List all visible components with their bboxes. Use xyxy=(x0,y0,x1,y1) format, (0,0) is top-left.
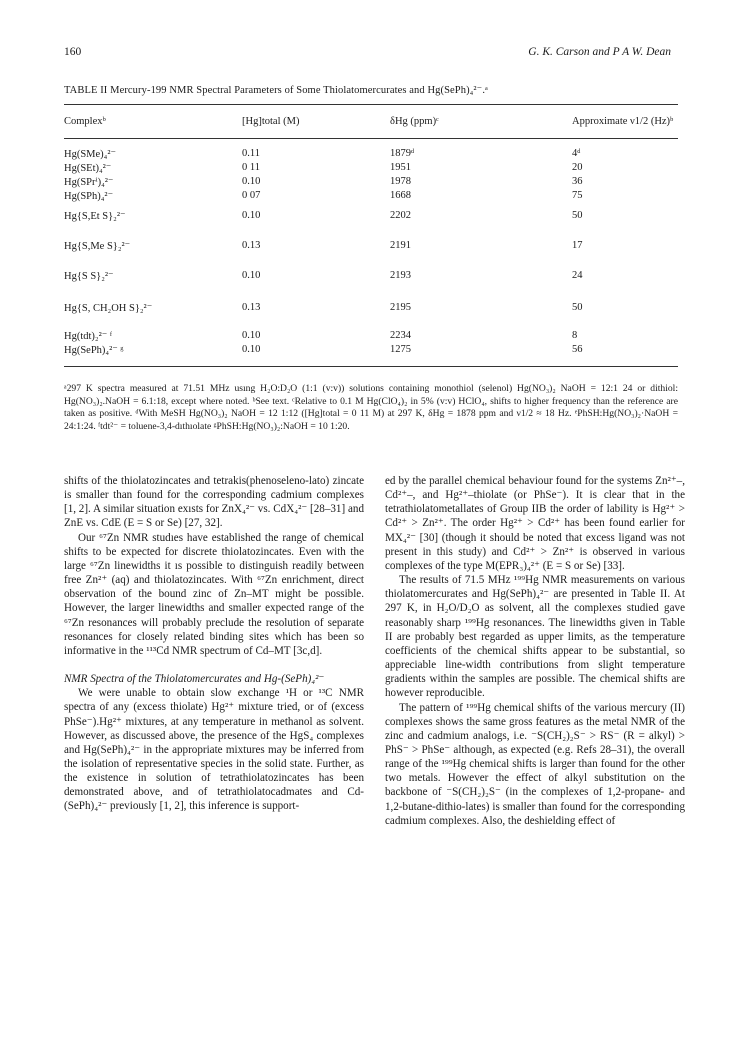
paragraph: The pattern of ¹⁹⁹Hg chemical shifts of the various mercury (II) complexes shows the same gross features as the metal NMR of the zinc and cadmium analogs, i.e. ⁻S(CH₂)₂S⁻ > RS⁻ (R = alkyl) > PhS⁻ > PhSe⁻ although, as expected (e.g. Refs 28–31), the overall range of the ¹⁹⁹Hg chemical shifts is larger than found for the other two metals. However the effect of alkyl substitution on the backbone of ⁻S(CH₂)₂S⁻ (in the complexes of 1,2-propane- and 1,2-butane-dithio-lates) is smaller than found for the corresponding cadmium complexes. Also, the deshielding effect of xyxy=(385,701,685,827)
col-header-complex: Complexᵇ xyxy=(64,116,106,127)
cell-concentration: 0 07 xyxy=(242,190,261,201)
cell-concentration: 0.10 xyxy=(242,176,261,187)
cell-complex: Hg(SePh)₄²⁻ ᵍ xyxy=(64,345,124,356)
page-number: 160 xyxy=(64,46,82,58)
cell-concentration: 0.11 xyxy=(242,148,260,159)
cell-linewidth: 17 xyxy=(572,240,583,251)
table-bottom-rule xyxy=(64,366,678,367)
running-authors: G. K. Carson and P A W. Dean xyxy=(528,46,671,58)
cell-complex: Hg{S S}₂²⁻ xyxy=(64,271,114,282)
cell-concentration: 0.10 xyxy=(242,270,261,281)
cell-shift: 1978 xyxy=(390,176,411,187)
table-caption: TABLE II Mercury-199 NMR Spectral Parameters of Some Thiolatomercurates and Hg(SePh)₄²⁻.ᵃ xyxy=(64,85,489,96)
cell-shift: 2191 xyxy=(390,240,411,251)
cell-complex: Hg{S,Et S}₂²⁻ xyxy=(64,211,126,222)
cell-complex: Hg(SPh)₄²⁻ xyxy=(64,191,114,202)
left-text-column xyxy=(64,474,364,814)
cell-linewidth: 50 xyxy=(572,210,583,221)
cell-shift: 1275 xyxy=(390,344,411,355)
right-text-column xyxy=(385,474,685,828)
cell-linewidth: 4ᵈ xyxy=(572,148,581,159)
table-header-rule xyxy=(64,138,678,139)
paragraph: ed by the parallel chemical behaviour found for the systems Zn²⁺–, Cd²⁺–, and Hg²⁺–thiolate (or PhSe⁻). It is clear that in the tetrathiolatometallates of Group IIB the order of lability is Hg²⁺ > Cd²⁺ > Zn²⁺. The order Hg²⁺ > Cd²⁺ has been found earlier for MX₄²⁻ [30] (though it should be noted that excess ligand was not present in this study) and Cd²⁺ > Zn²⁺ is observed in various complexes of the type M(EPR₃)₄²⁺ (E = S or Se) [33]. xyxy=(385,475,685,572)
cell-shift: 2202 xyxy=(390,210,411,221)
cell-linewidth: 8 xyxy=(572,330,578,341)
cell-complex: Hg(tdt)₂²⁻ ᶠ xyxy=(64,331,113,342)
cell-shift: 2193 xyxy=(390,270,411,281)
col-header-linewidth: Approximate ν1/2 (Hz)ᵇ xyxy=(572,116,674,127)
cell-concentration: 0.10 xyxy=(242,344,261,355)
cell-concentration: 0.13 xyxy=(242,240,261,251)
table-top-rule xyxy=(64,104,678,105)
paragraph: The results of 71.5 MHz ¹⁹⁹Hg NMR measurements on various thiolatomercurates and Hg(SePh)₄²⁻ are presented in Table II. At 297 K, in H₂O/D₂O as solvent, all the complexes studied gave reasonably sharp ¹⁹⁹Hg resonances. The linewidths given in Table II are probably best regarded as upper limits, as the temperature coefficients of the chemical shifts appear to be substantial, so appreciable line-width contributions from slight temperature gradients within the samples are possible. The chemical shifts are however reproducible. xyxy=(385,574,685,700)
paragraph: shifts of the thiolatozincates and tetrakis(phenoseleno-lato) zincate is smaller than found for the corresponding cadmium complexes [1, 2]. A similar situation exısts for ZnX₄²⁻ vs. CdX₄²⁻ [28–31] and ZnE vs. CdE (E = S or Se) [27, 32]. xyxy=(64,475,364,530)
cell-complex: Hg{S,Me S}₂²⁻ xyxy=(64,241,131,252)
paragraph: Our ⁶⁷Zn NMR studıes have established the range of chemical shifts to be expected for discrete thiolatozincates. Even with the large ⁶⁷Zn linewidths it ıs possible to distinguish readily between free Zn²⁺ (aq) and thiolatozincates. With ⁶⁷Zn enrichment, direct observation of the bound zinc of Zn–MT might be possible. However, the larger linewidths and smaller expected range of the ⁶⁷Zn resonances will probably preclude the resolution of separate resonances for closely related binding sites which has been so informative in the ¹¹³Cd NMR spectrum of Cd–MT [3c,d]. xyxy=(64,531,364,657)
cell-concentration: 0.13 xyxy=(242,302,261,313)
cell-complex: Hg(SMe)₄²⁻ xyxy=(64,149,117,160)
cell-linewidth: 20 xyxy=(572,162,583,173)
cell-linewidth: 50 xyxy=(572,302,583,313)
cell-linewidth: 24 xyxy=(572,270,583,281)
cell-shift: 1879ᵈ xyxy=(390,148,415,159)
cell-concentration: 0.10 xyxy=(242,330,261,341)
cell-shift: 1951 xyxy=(390,162,411,173)
section-heading: NMR Spectra of the Thiolatomercurates and Hg-(SePh)₄²⁻ xyxy=(64,673,325,686)
col-header-concentration: [Hg]total (M) xyxy=(242,116,300,127)
table-footnotes: ᵃ297 K spectra measured at 71.51 MHz usıng H₂O:D₂O (1:1 (v:v)) solutions containing monothiol (selenol) Hg(NO₃)₂ NaOH = 12:1 24 or dithiol: Hg(NO₃)₂.NaOH = 6.1:18, except where noted. ᵇSee text. ᶜRelative to 0.1 M Hg(ClO₄)₂ in 5% (v:v) HClO₄, shifts to higher frequency than the reference are taken as positive. ᵈWith MeSH Hg(NO₃)₂ NaOH = 12 1:12 ([Hg]total = 0 11 M) at 297 K, δHg = 1878 ppm and ν1/2 ≈ 18 Hz. ᵉPhSH:Hg(NO₃)₂·NaOH = 24:1:24. ᶠtdt²⁻ = toluene-3,4-dıthıolate ᵍPhSH:Hg(NO₃)₂:NaOH = 10 1:20. xyxy=(64,383,678,432)
cell-linewidth: 36 xyxy=(572,176,583,187)
cell-complex: Hg(SPrⁱ)₄²⁻ xyxy=(64,177,114,188)
cell-concentration: 0.10 xyxy=(242,210,261,221)
cell-complex: Hg(SEt)₄²⁻ xyxy=(64,163,112,174)
cell-linewidth: 56 xyxy=(572,344,583,355)
cell-linewidth: 75 xyxy=(572,190,583,201)
cell-shift: 1668 xyxy=(390,190,411,201)
cell-concentration: 0 11 xyxy=(242,162,260,173)
paragraph: We were unable to obtain slow exchange ¹H or ¹³C NMR spectra of any (excess thiolate) Hg²⁺ mixture tried, or of (excess PhSe⁻).Hg²⁺ mixtures, at any temperature in methanol as solvent. However, as discussed above, the presence of the HgS₄ complexes and Hg(SePh)₄²⁻ in the appropriate mixtures may be inferred from the isolation of representative species in the solid state. Further, as the existence in solution of tetrathiolatozincates has been demonstrated above, and of tetrathiolatocadmates and Cd-(SePh)₄²⁻ previously [1, 2], this inference is support- xyxy=(64,687,364,813)
running-header xyxy=(64,46,671,62)
col-header-shift: δHg (ppm)ᶜ xyxy=(390,116,439,127)
cell-shift: 2234 xyxy=(390,330,411,341)
cell-shift: 2195 xyxy=(390,302,411,313)
cell-complex: Hg{S, CH₂OH S}₂²⁻ xyxy=(64,303,153,314)
